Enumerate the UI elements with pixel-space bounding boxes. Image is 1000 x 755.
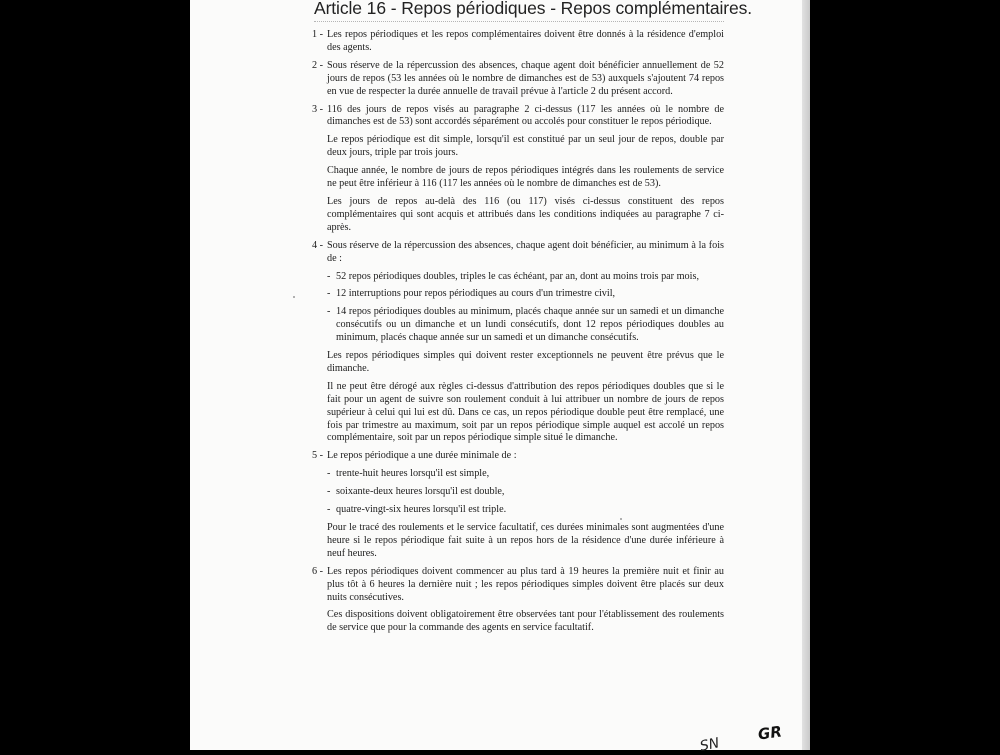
bullet-text: 14 repos périodiques doubles au minimum, placés chaque année sur un samedi et un dimanche consécutifs ou un dimanche et un lundi consécutifs, dont 12 repos périodiques doubles au minimum, placés chaque année sur un samedi et un dimanche consécutifs. — [336, 306, 724, 344]
article-title: Article 16 - Repos périodiques - Repos complémentaires. — [314, 0, 753, 18]
bullet-text: 12 interruptions pour repos périodiques au cours d'un trimestre civil, — [336, 288, 616, 300]
item-4-bullet — [312, 306, 724, 345]
item-text: Le repos périodique a une durée minimale de : — [327, 450, 517, 462]
bullet-text: soixante-deux heures lorsqu'il est double, — [336, 486, 505, 498]
bullet-text: trente-huit heures lorsqu'il est simple, — [336, 468, 490, 480]
bullet-dash: - — [327, 306, 331, 318]
article-item-1 — [312, 29, 724, 55]
scan-speck — [293, 296, 295, 298]
item-6-paragraph: Ces dispositions doivent obligatoirement être observées tant pour l'établissement des roulements de service que pour la commande des agents en service facultatif. — [327, 609, 724, 634]
item-4-paragraph: Les repos périodiques simples qui doivent rester exceptionnels ne peuvent être prévus que le dimanche. — [327, 350, 724, 374]
handwritten-initials: SN — [698, 735, 721, 755]
item-3-paragraph: Le repos périodique est dit simple, lorsqu'il est constitué par un seul jour de repos, double par deux jours, triple par trois jours. — [327, 134, 724, 159]
item-5-bullet — [312, 504, 724, 517]
item-5-paragraph: Pour le tracé des roulements et le service facultatif, ces durées minimales sont augmentées d'une heure si le repos périodique fait suite à un repos hors de la résidence d'une durée inférieure à neuf heures. — [327, 522, 724, 559]
bullet-dash: - — [327, 486, 331, 498]
bullet-dash: - — [327, 270, 331, 282]
item-3-paragraph: Chaque année, le nombre de jours de repos périodiques intégrés dans les roulements de service ne peut être inférieur à 116 (117 les années où le nombre de dimanches est de 53). — [327, 165, 724, 190]
item-number: 4 - — [312, 239, 324, 251]
item-number: 5 - — [312, 450, 324, 462]
article-item-5 — [312, 450, 724, 463]
item-4-bullet — [312, 271, 724, 284]
item-number: 2 - — [312, 59, 324, 71]
article-body — [312, 29, 724, 640]
bullet-dash: - — [327, 504, 331, 516]
item-text: Sous réserve de la répercussion des absences, chaque agent doit bénéficier, au minimum à la fois de : — [327, 239, 724, 264]
item-number: 1 - — [312, 29, 324, 40]
article-item-6 — [312, 566, 724, 605]
scan-speck — [620, 518, 622, 520]
article-item-4 — [312, 240, 724, 266]
item-5-bullet — [312, 468, 724, 481]
item-number: 6 - — [312, 565, 324, 577]
bullet-text: 52 repos périodiques doubles, triples le cas échéant, par an, dont au moins trois par mois, — [336, 270, 699, 282]
article-item-2 — [312, 60, 724, 99]
page-edge-shadow — [802, 0, 810, 750]
bullet-dash: - — [327, 468, 331, 480]
item-text: Sous réserve de la répercussion des absences, chaque agent doit bénéficier annuellement de 52 jours de repos (53 les années où le nombre de dimanches est de 53) auxquels s'ajoutent 74 repos en vue de respecter la durée annuelle de travail prévue à l'article 2 du présent accord. — [327, 59, 724, 97]
item-text: Les repos périodiques doivent commencer au plus tard à 19 heures la première nuit et finir au plus tôt à 6 heures la dernière nuit ; les repos périodiques simples doivent être placés sur deux nuits consécutives. — [327, 565, 724, 603]
item-4-paragraph: Il ne peut être dérogé aux règles ci-dessus d'attribution des repos périodiques doubles que si le fait pour un agent de suivre son roulement conduit à lui attribuer un nombre de jours de repos supérieur à celui qui lui est dû. Dans ce cas, un repos périodique double peut être remplacé, une fois par trimestre au maximum, soit par un repos périodique simple auquel est accolé un repos complémentaire, soit par un repos périodique simple situé le dimanche. — [327, 380, 724, 444]
article-item-3 — [312, 104, 724, 130]
title-underline — [314, 21, 724, 22]
bullet-dash: - — [327, 288, 331, 300]
item-text: 116 des jours de repos visés au paragraphe 2 ci-dessus (117 les années où le nombre de dimanches est de 53) sont accordés séparément ou accolés pour constituer le repos périodique. — [327, 103, 724, 128]
item-4-bullet — [312, 288, 724, 301]
item-3-paragraph: Les jours de repos au-delà des 116 (ou 117) visés ci-dessus constituent des repos complémentaires qui sont acquis et attribués dans les conditions indiquées au paragraphe 7 ci-après. — [327, 195, 724, 233]
handwritten-initials: GR — [756, 722, 784, 744]
bullet-text: quatre-vingt-six heures lorsqu'il est triple. — [336, 504, 507, 516]
item-5-bullet — [312, 486, 724, 499]
item-text: Les repos périodiques et les repos complémentaires doivent être donnés à la résidence d'emploi des agents. — [327, 29, 724, 53]
document-page — [190, 0, 810, 750]
item-number: 3 - — [312, 103, 324, 115]
